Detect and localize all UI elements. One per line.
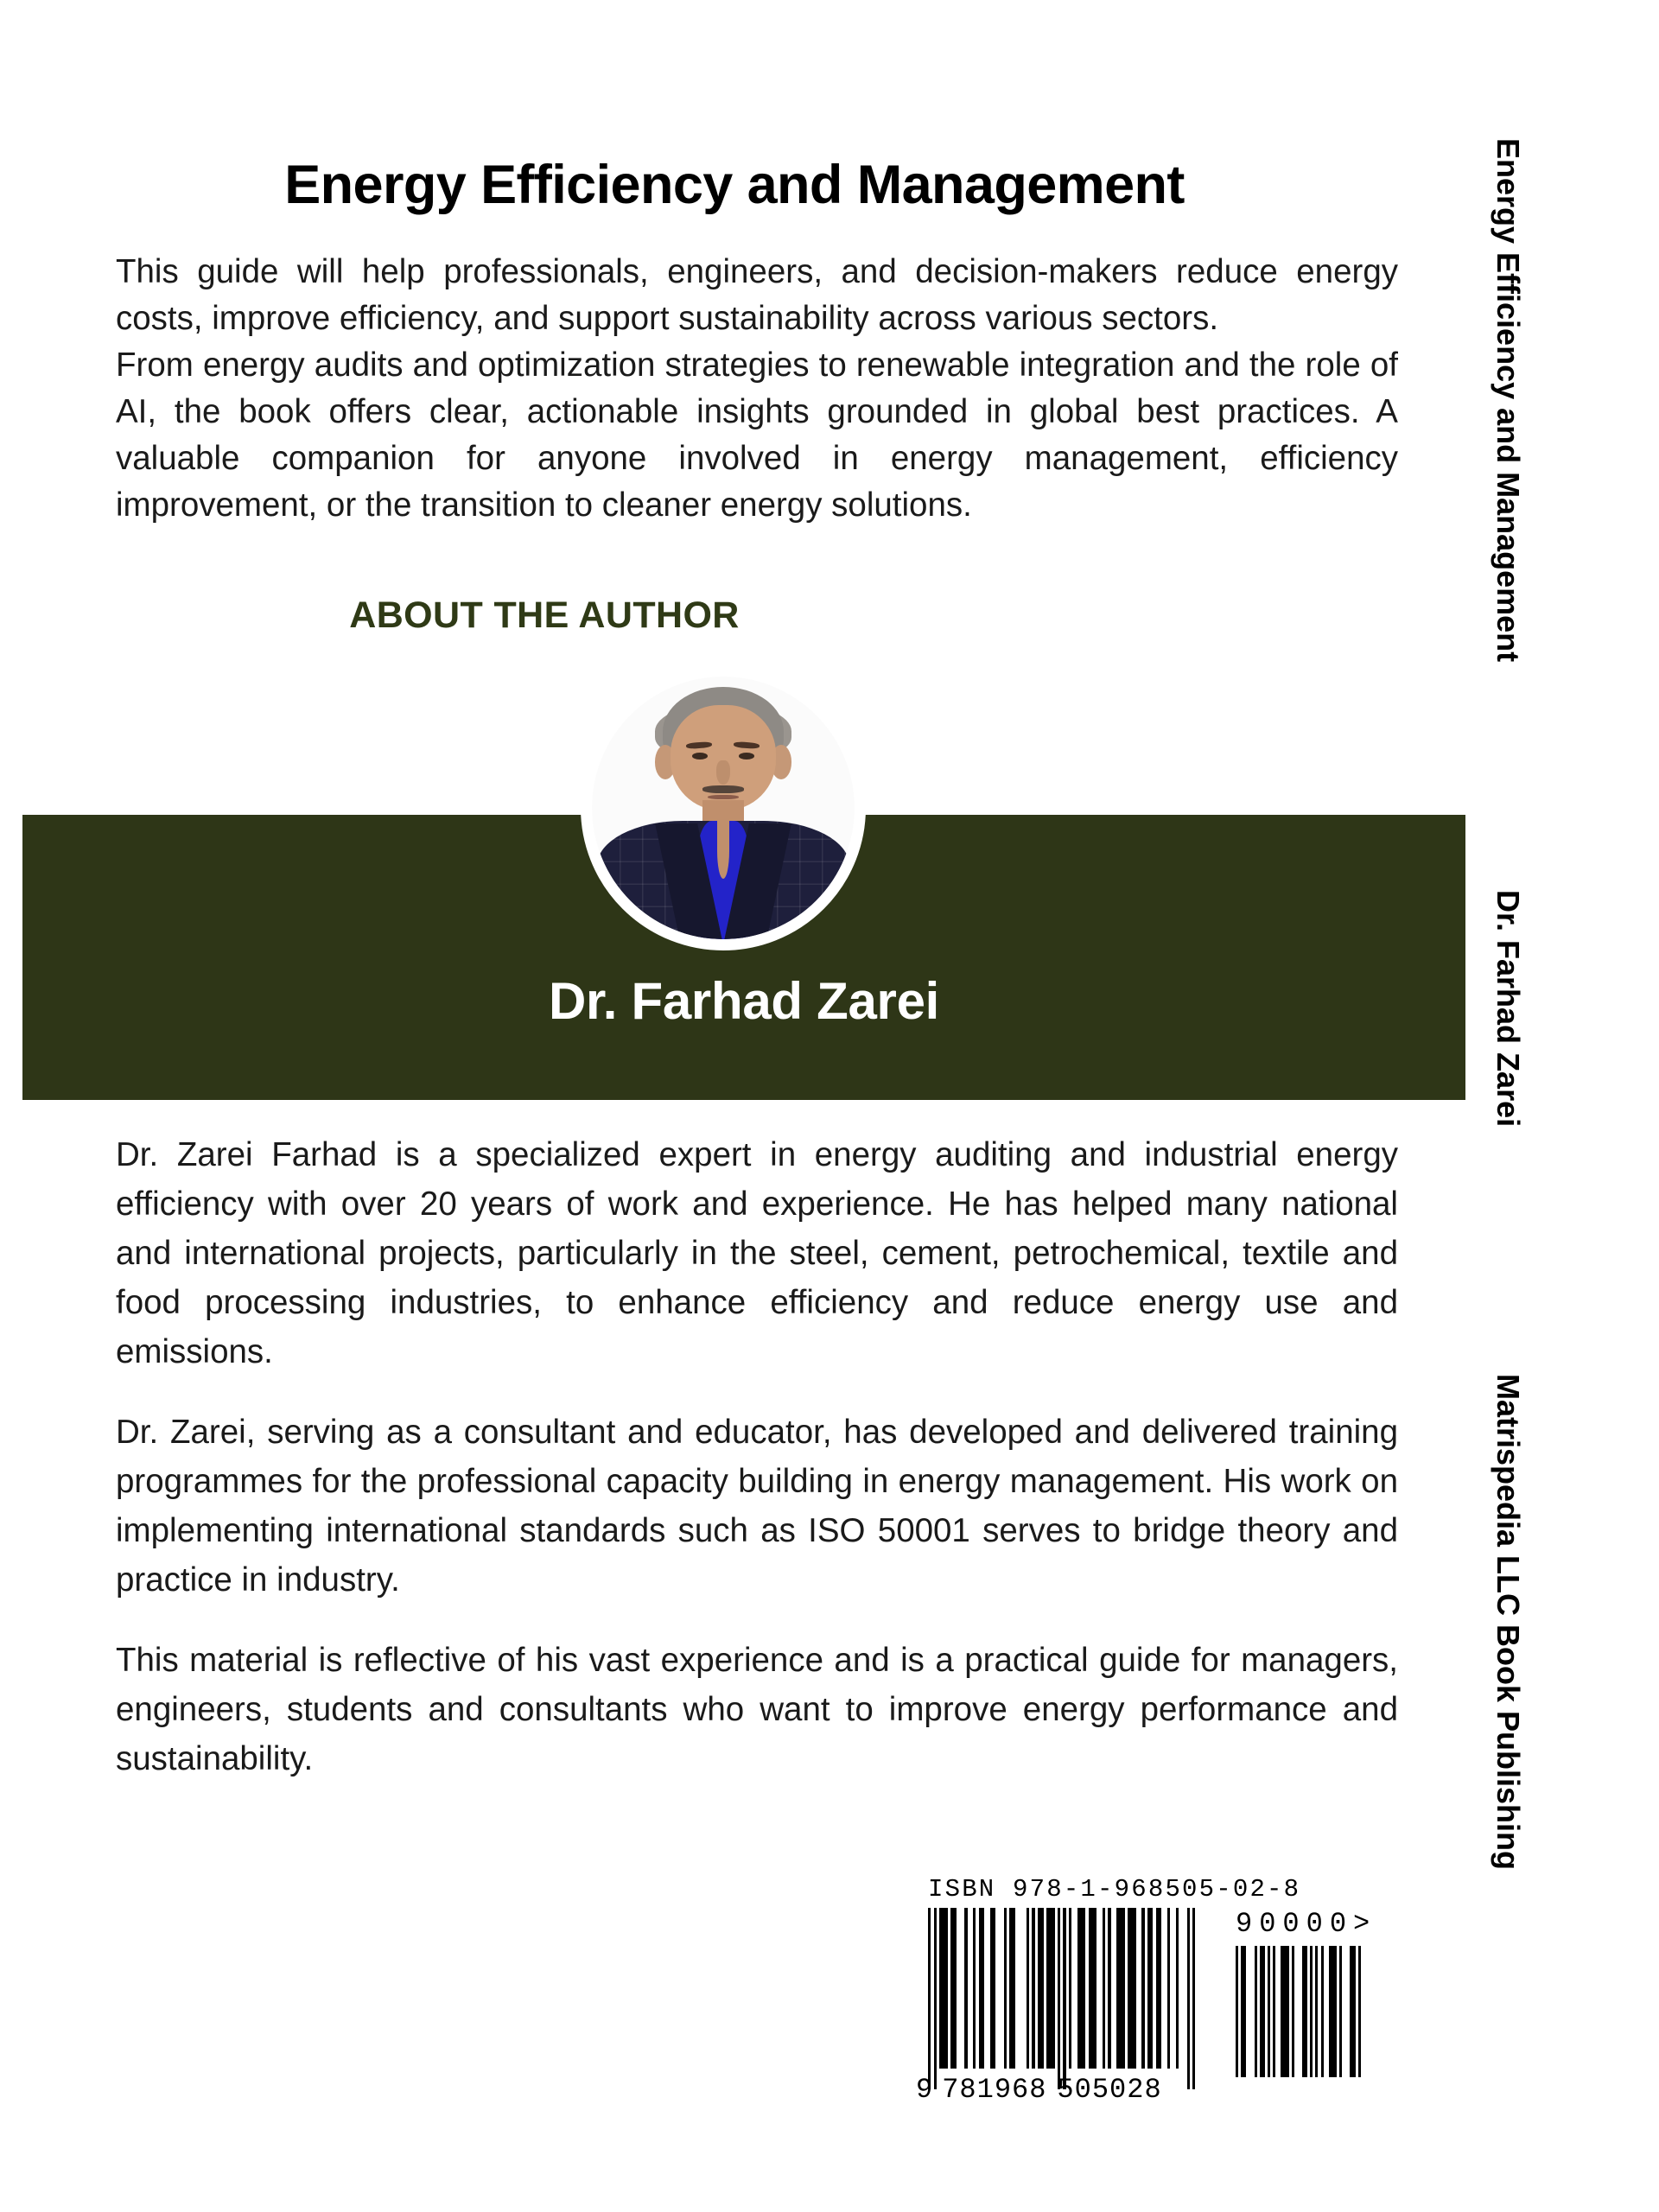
page-title: Energy Efficiency and Management: [284, 155, 1185, 215]
bio-paragraph: Dr. Zarei, serving as a consultant and educator, has developed and delivered training programmes for the professional capacity building in energy management. His work on implementing international standards such as ISO 50001 serves to bridge theory and practice in industry.: [116, 1414, 1398, 1599]
ean-left-group: 781968: [942, 2074, 1047, 2106]
author-name: Dr. Farhad Zarei: [548, 972, 940, 1030]
author-bio: [116, 1130, 1398, 1783]
bio-paragraph: This material is reflective of his vast experience and is a practical guide for managers, engineers, students and consultants who want to improve energy performance and sustainability.: [116, 1642, 1398, 1777]
blurb-text: [116, 249, 1398, 529]
ean-right-group: 505028: [1057, 2074, 1162, 2106]
barcode-block: [916, 1875, 1400, 2160]
ean13-barcode: [916, 1908, 1196, 2107]
ean5-addon-digits: [1236, 1908, 1391, 1940]
ean13-bars: [928, 1908, 1196, 2089]
bio-paragraph: Dr. Zarei Farhad is a specialized expert in energy auditing and industrial energy efficiency with over 20 years of work and experience. He has helped many national and international projects, particularly in the steel, cement, petrochemical, textile and food processing industries, to enhance efficiency and reduce energy use and emissions.: [116, 1136, 1398, 1370]
about-the-author-heading: ABOUT THE AUTHOR: [349, 594, 740, 636]
spine-panel: [1469, 0, 1659, 2212]
isbn-label: ISBN 978-1-968505-02-8: [928, 1875, 1301, 1904]
avatar: [581, 665, 866, 950]
addon-suffix: >: [1353, 1908, 1377, 1940]
spine-author-wrap: [1469, 890, 1659, 1236]
spine-title-wrap: [1469, 138, 1659, 778]
blurb-paragraph: From energy audits and optimization strategies to renewable integration and the role of AI, the book offers clear, actionable insights grounded in global best practices. A valuable companion for anyone involved in energy management, efficiency improvement, or the transition to cleaner energy solutions.: [116, 346, 1398, 524]
blurb-paragraph: This guide will help professionals, engineers, and decision-makers reduce energy costs, improve efficiency, and support sustainability across various sectors.: [116, 253, 1398, 337]
ean13-digits: [916, 2074, 1201, 2106]
addon-number: 90000: [1236, 1908, 1354, 1940]
spine-publisher-wrap: [1469, 1374, 1659, 1927]
ean5-addon-barcode: [1236, 1908, 1391, 2107]
ean5-addon-bars: [1236, 1946, 1361, 2077]
spine-publisher: Matrispedia LLC Book Publishing: [1491, 1374, 1526, 1871]
ean-lead-digit: 9: [916, 2074, 934, 2106]
spine-author: Dr. Farhad Zarei: [1491, 890, 1526, 1128]
spine-title: Energy Efficiency and Management: [1491, 138, 1526, 663]
author-photo: [592, 677, 855, 939]
